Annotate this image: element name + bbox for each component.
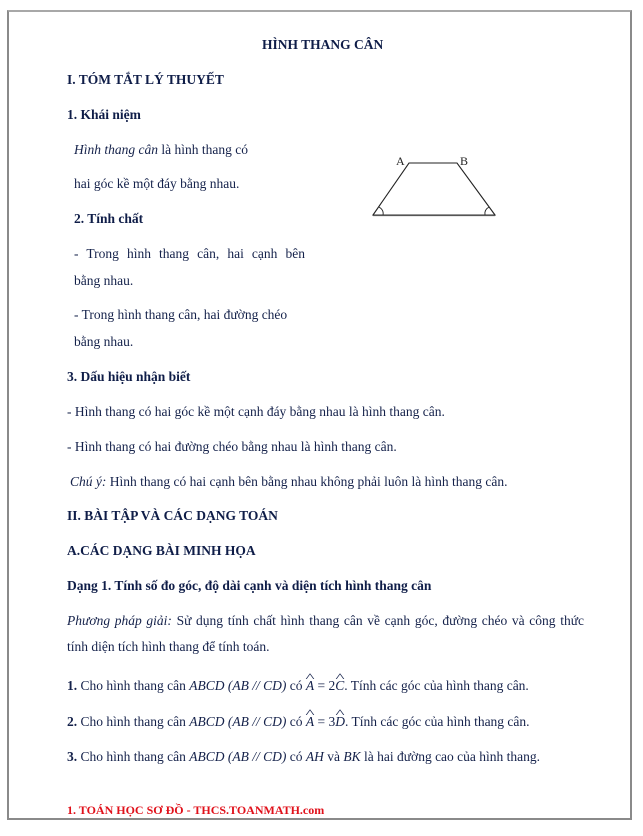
- exercise-2-pre: Cho hình thang cân: [77, 714, 190, 729]
- exercise-2-mid: có: [286, 714, 306, 729]
- exercise-1-post: . Tính các góc của hình thang cân.: [344, 678, 529, 693]
- exercise-3-mid: có: [286, 749, 306, 764]
- property-2-line2: bằng nhau.: [74, 334, 134, 349]
- exercise-3-figure: ABCD (AB // CD): [189, 749, 287, 764]
- vertex-label-b: B: [460, 154, 469, 168]
- property-1-line1: - Trong hình thang cân, hai cạnh bên: [74, 246, 305, 261]
- method-line2: tính diện tích hình thang để tính toán.: [67, 639, 270, 654]
- isosceles-trapezoid-figure: [365, 150, 505, 225]
- page-title: HÌNH THANG CÂN: [262, 37, 384, 52]
- exercise-3-and: và: [323, 749, 344, 764]
- footer-source: 1. TOÁN HỌC SƠ ĐỒ - THCS.TOANMATH.com: [67, 803, 325, 817]
- angle-c-hat: ^ C: [335, 678, 344, 694]
- exercise-2-figure: ABCD (AB // CD): [189, 714, 287, 729]
- exercise-3-pre: Cho hình thang cân: [77, 749, 190, 764]
- exercise-2-number: 2.: [67, 714, 78, 729]
- exercise-1-eq: = 2: [314, 678, 336, 693]
- exercise-1-mid: có: [286, 678, 306, 693]
- section2-heading: II. BÀI TẬP VÀ CÁC DẠNG TOÁN: [67, 508, 278, 523]
- concept-line1: [74, 142, 248, 158]
- type1-heading: Dạng 1. Tính số đo góc, độ dài cạnh và diện tích hình thang cân: [67, 578, 432, 593]
- section2-subheading: A.CÁC DẠNG BÀI MINH HỌA: [67, 543, 256, 558]
- exercise-3-number: 3.: [67, 749, 78, 764]
- method-label: Phương pháp giải:: [67, 613, 172, 628]
- section1-heading: I. TÓM TẮT LÝ THUYẾT: [67, 72, 224, 87]
- concept-heading: 1. Khái niệm: [67, 107, 141, 122]
- concept-line2: hai góc kề một đáy bằng nhau.: [74, 176, 240, 191]
- segment-ah: AH: [305, 749, 324, 764]
- exercise-2: [67, 714, 530, 730]
- sign-1: - Hình thang có hai góc kề một cạnh đáy bằng nhau là hình thang cân.: [67, 404, 445, 419]
- vertex-label-a: A: [396, 154, 405, 168]
- segment-bk: BK: [343, 749, 361, 764]
- angle-a-hat: ^ A: [306, 678, 314, 694]
- properties-heading: 2. Tính chất: [74, 211, 144, 226]
- exercise-3: [67, 749, 540, 765]
- note: [70, 474, 508, 490]
- concept-term: Hình thang cân: [74, 142, 158, 157]
- exercise-1-figure: ABCD (AB // CD): [189, 678, 287, 693]
- property-1-line2: bằng nhau.: [74, 273, 134, 288]
- exercise-2-post: . Tính các góc của hình thang cân.: [344, 714, 530, 729]
- sign-2: - Hình thang có hai đường chéo bằng nhau là hình thang cân.: [67, 439, 397, 454]
- property-2-line1: - Trong hình thang cân, hai đường chéo: [74, 307, 288, 322]
- concept-line1-rest: là hình thang có: [158, 142, 248, 157]
- exercise-1-pre: Cho hình thang cân: [77, 678, 190, 693]
- exercise-1-number: 1.: [67, 678, 78, 693]
- exercise-1: [67, 678, 529, 694]
- angle-d-hat: ^ D: [335, 714, 345, 730]
- signs-heading: 3. Dấu hiệu nhận biết: [67, 369, 191, 384]
- exercise-3-post: là hai đường cao của hình thang.: [360, 749, 541, 764]
- note-text: Hình thang có hai cạnh bên bằng nhau không phải luôn là hình thang cân.: [106, 474, 508, 489]
- note-label: Chú ý:: [70, 474, 107, 489]
- exercise-2-eq: = 3: [314, 714, 336, 729]
- method-text: Sử dụng tính chất hình thang cân về cạnh góc, đường chéo và công thức: [171, 613, 585, 628]
- angle-a-hat: ^ A: [306, 714, 314, 730]
- method-line1: [67, 613, 584, 629]
